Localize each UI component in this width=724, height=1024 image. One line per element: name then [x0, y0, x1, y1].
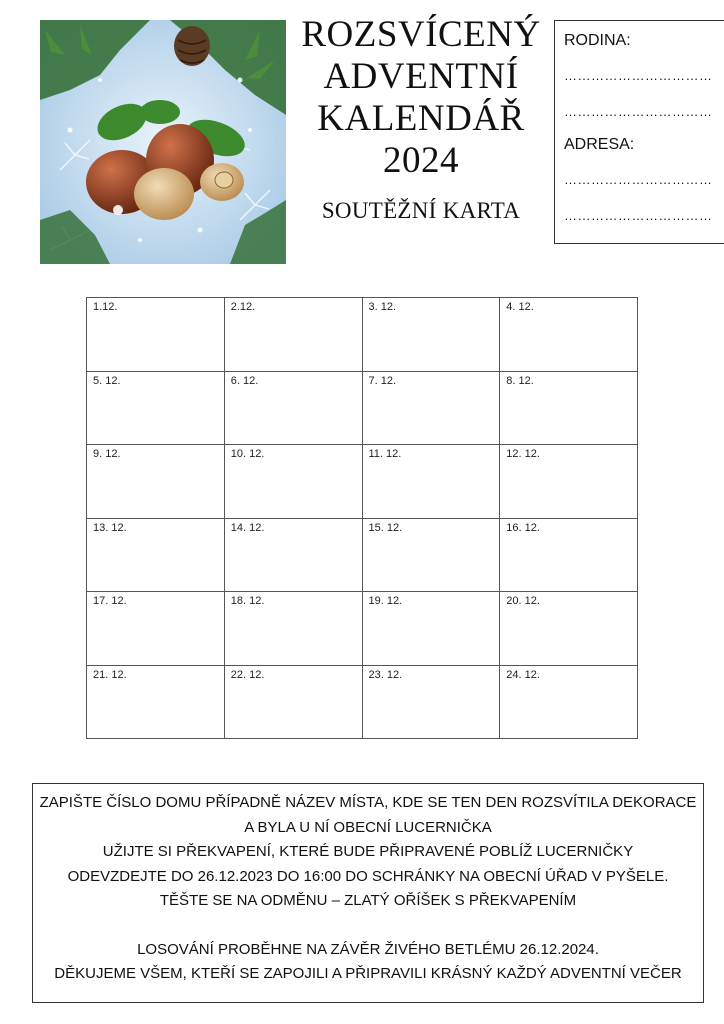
calendar-row — [87, 665, 638, 739]
instructions-box — [32, 783, 704, 1003]
calendar-cell[interactable]: 20. 12. — [500, 592, 638, 666]
calendar-row — [87, 371, 638, 445]
calendar-cell[interactable]: 6. 12. — [224, 371, 362, 445]
calendar-cell[interactable]: 1.12. — [87, 298, 225, 372]
calendar-cell[interactable]: 18. 12. — [224, 592, 362, 666]
calendar-cell[interactable]: 8. 12. — [500, 371, 638, 445]
advent-calendar-grid — [86, 297, 638, 739]
address-label: ADRESA: — [564, 136, 635, 153]
calendar-cell[interactable]: 16. 12. — [500, 518, 638, 592]
calendar-cell[interactable]: 2.12. — [224, 298, 362, 372]
family-field-line[interactable]: …………………………… — [564, 69, 713, 83]
calendar-cell[interactable]: 14. 12. — [224, 518, 362, 592]
calendar-cell[interactable]: 24. 12. — [500, 665, 638, 739]
calendar-cell[interactable]: 10. 12. — [224, 445, 362, 519]
instruction-line: TĚŠTE SE NA ODMĚNU – ZLATÝ OŘÍŠEK S PŘEKVAPENÍM — [159, 892, 577, 909]
calendar-cell[interactable]: 15. 12. — [362, 518, 500, 592]
calendar-row — [87, 298, 638, 372]
calendar-cell[interactable]: 9. 12. — [87, 445, 225, 519]
calendar-cell[interactable]: 4. 12. — [500, 298, 638, 372]
title-block — [296, 14, 546, 226]
address-field-line[interactable]: …………………………… — [564, 209, 713, 223]
title-line: ROZSVÍCENÝ — [301, 14, 541, 55]
spacer — [33, 914, 703, 938]
illustration-svg — [40, 20, 286, 264]
calendar-row — [87, 445, 638, 519]
calendar-cell[interactable]: 12. 12. — [500, 445, 638, 519]
calendar-cell[interactable]: 19. 12. — [362, 592, 500, 666]
closing-line: LOSOVÁNÍ PROBĚHNE NA ZÁVĚR ŽIVÉHO BETLÉMU 26.12.2024. — [137, 940, 599, 958]
calendar-cell[interactable]: 5. 12. — [87, 371, 225, 445]
instruction-line: UŽIJTE SI PŘEKVAPENÍ, KTERÉ BUDE PŘIPRAVENÉ POBLÍŽ LUCERNIČKY — [102, 843, 634, 860]
subtitle: SOUTĚŽNÍ KARTA — [321, 198, 521, 223]
calendar-cell[interactable]: 17. 12. — [87, 592, 225, 666]
calendar-row — [87, 592, 638, 666]
hazelnuts-christmas-icon — [40, 20, 286, 264]
calendar-row — [87, 518, 638, 592]
title-line: ADVENTNÍ — [323, 56, 519, 97]
calendar-cell[interactable]: 22. 12. — [224, 665, 362, 739]
family-field-line[interactable]: …………………………… — [564, 105, 713, 119]
title-line: KALENDÁŘ — [317, 98, 525, 139]
closing-line: DĚKUJEME VŠEM, KTEŘÍ SE ZAPOJILI A PŘIPRAVILI KRÁSNÝ KAŽDÝ ADVENTNÍ VEČER — [54, 965, 682, 982]
title-line: 2024 — [383, 140, 459, 181]
calendar-cell[interactable]: 21. 12. — [87, 665, 225, 739]
calendar-cell[interactable]: 13. 12. — [87, 518, 225, 592]
calendar-cell[interactable]: 23. 12. — [362, 665, 500, 739]
family-info-box — [554, 20, 724, 244]
calendar-cell[interactable]: 3. 12. — [362, 298, 500, 372]
instruction-line: ODEVZDEJTE DO 26.12.2023 DO 16:00 DO SCHRÁNKY NA OBECNÍ ÚŘAD V PYŠELE. — [67, 867, 669, 885]
calendar-cell[interactable]: 7. 12. — [362, 371, 500, 445]
family-label: RODINA: — [564, 32, 631, 49]
address-field-line[interactable]: …………………………… — [564, 173, 713, 187]
calendar-cell[interactable]: 11. 12. — [362, 445, 500, 519]
instruction-line: A BYLA U NÍ OBECNÍ LUCERNIČKA — [244, 818, 492, 836]
instruction-line: ZAPIŠTE ČÍSLO DOMU PŘÍPADNĚ NÁZEV MÍSTA, KDE SE TEN DEN ROZSVÍTILA DEKORACE — [39, 794, 697, 811]
